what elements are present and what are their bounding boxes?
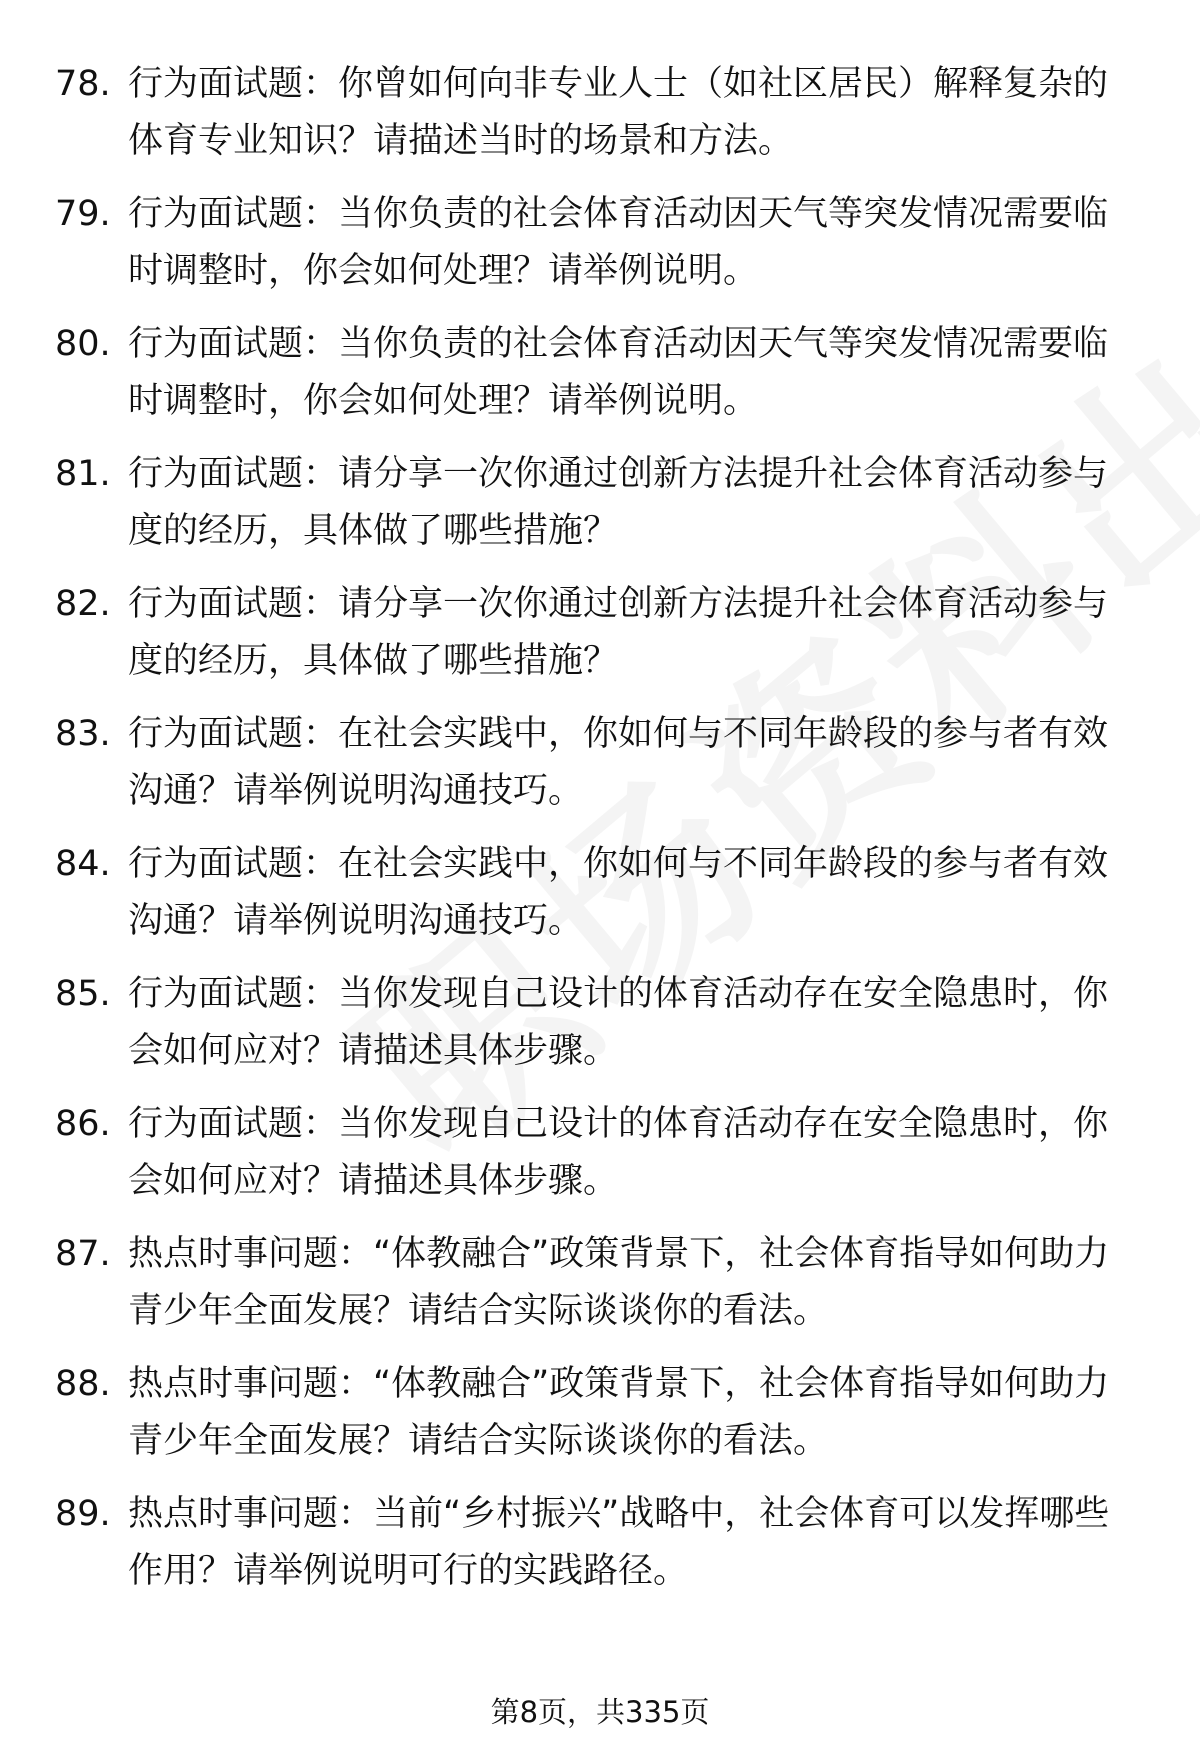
- question-text: 行为面试题：当你负责的社会体育活动因天气等突发情况需要临时调整时，你会如何处理？请举例说明。: [128, 324, 1109, 421]
- question-item: [0, 316, 1200, 446]
- question-number: 81.: [55, 454, 111, 494]
- question-text: 行为面试题：你曾如何向非专业人士（如社区居民）解释复杂的体育专业知识？请描述当时的场景和方法。: [128, 64, 1109, 161]
- question-text: 热点时事问题：“体教融合”政策背景下，社会体育指导如何助力青少年全面发展？请结合实际谈谈你的看法。: [128, 1234, 1110, 1331]
- question-item: [0, 446, 1200, 576]
- question-item: [0, 966, 1200, 1096]
- question-number: 80.: [55, 324, 111, 364]
- question-number: 85.: [55, 974, 111, 1014]
- question-text: 行为面试题：当你发现自己设计的体育活动存在安全隐患时，你会如何应对？请描述具体步骤。: [128, 974, 1109, 1071]
- question-text: 行为面试题：当你发现自己设计的体育活动存在安全隐患时，你会如何应对？请描述具体步骤。: [128, 1104, 1109, 1201]
- question-item: [0, 836, 1200, 966]
- question-item: [0, 706, 1200, 836]
- question-number: 82.: [55, 584, 111, 624]
- question-number: 83.: [55, 714, 111, 754]
- question-item: [0, 1486, 1200, 1616]
- question-item: [0, 576, 1200, 706]
- question-number: 79.: [55, 194, 111, 234]
- question-item: [0, 1356, 1200, 1486]
- question-text: 行为面试题：当你负责的社会体育活动因天气等突发情况需要临时调整时，你会如何处理？请举例说明。: [128, 194, 1109, 291]
- question-list: [0, 56, 1200, 1616]
- question-text: 热点时事问题：当前“乡村振兴”战略中，社会体育可以发挥哪些作用？请举例说明可行的实践路径。: [128, 1494, 1110, 1591]
- question-number: 89.: [55, 1494, 111, 1534]
- question-number: 86.: [55, 1104, 111, 1144]
- question-number: 84.: [55, 844, 111, 884]
- question-number: 78.: [55, 64, 111, 104]
- question-text: 行为面试题：在社会实践中，你如何与不同年龄段的参与者有效沟通？请举例说明沟通技巧。: [128, 844, 1109, 941]
- question-number: 88.: [55, 1364, 111, 1404]
- question-text: 行为面试题：在社会实践中，你如何与不同年龄段的参与者有效沟通？请举例说明沟通技巧。: [128, 714, 1109, 811]
- question-text: 行为面试题：请分享一次你通过创新方法提升社会体育活动参与度的经历，具体做了哪些措施？: [128, 454, 1109, 551]
- page-number: 第8页，共335页: [490, 1695, 710, 1729]
- question-item: [0, 186, 1200, 316]
- question-item: [0, 1226, 1200, 1356]
- question-text: 热点时事问题：“体教融合”政策背景下，社会体育指导如何助力青少年全面发展？请结合实际谈谈你的看法。: [128, 1364, 1110, 1461]
- question-item: [0, 1096, 1200, 1226]
- question-number: 87.: [55, 1234, 111, 1274]
- question-text: 行为面试题：请分享一次你通过创新方法提升社会体育活动参与度的经历，具体做了哪些措施？: [128, 584, 1109, 681]
- question-item: [0, 56, 1200, 186]
